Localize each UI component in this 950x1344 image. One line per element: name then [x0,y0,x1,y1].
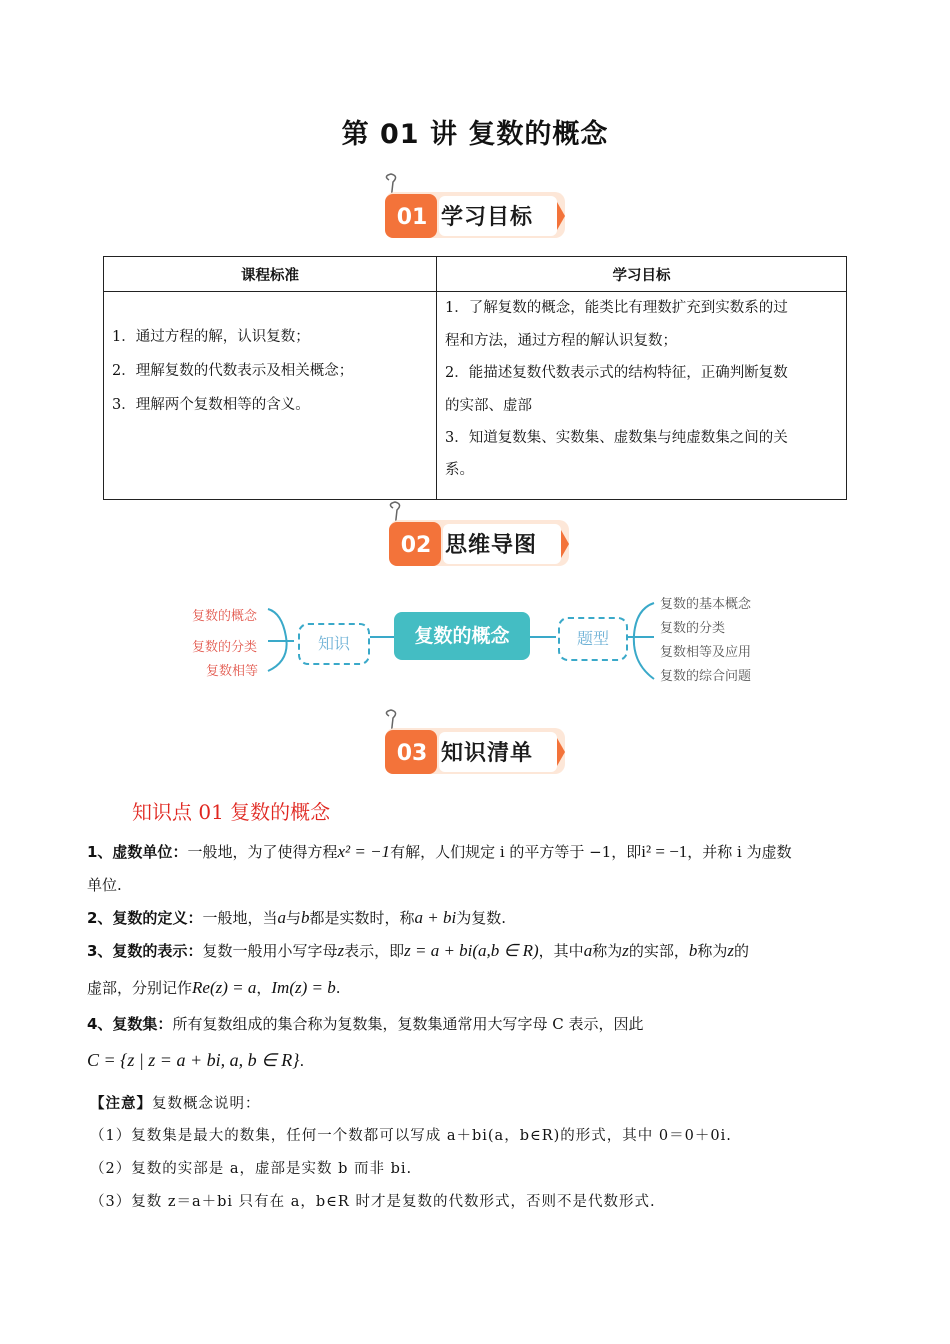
paragraph-complex-set [87,1014,877,1034]
paragraph-imaginary-unit [87,842,877,862]
mindmap-right-item: 复数相等及应用 [660,645,752,660]
badge-number: 01 [396,205,428,230]
equation: z = a + bi(a,b ∈ R) [404,941,539,960]
term-label: 1、虚数单位： [87,843,188,861]
badge-number: 02 [400,533,432,558]
list-item: 3．理解两个复数相等的含义。 [112,397,310,413]
variable: z [622,941,629,960]
text: 为复数. [456,909,506,927]
paragraph-definition [87,908,877,928]
list-item: 系。 [445,461,474,478]
mindmap-right-item: 复数的分类 [660,621,726,636]
text: 一般地，当 [202,909,278,927]
table-header: 学习目标 [437,257,847,292]
mindmap-question-type-box: 题型 [558,617,628,661]
equation: Im(z) = b [271,978,336,997]
text: 称为 [592,942,623,960]
note-item: （1）复数集是最大的数集，任何一个数都可以写成 a＋bi(a，b∈R)的形式，其中 0＝0＋0i. [90,1128,732,1144]
text: ，其中 [538,942,584,960]
variable: z [727,941,734,960]
text: . [299,1052,305,1070]
badge-label: 思维导图 [445,533,538,558]
note-label: 【注意】 [90,1096,152,1112]
text: 的实部， [628,942,689,960]
goals-table [103,256,847,500]
list-item: 程和方法，通过方程的解认识复数； [445,332,677,349]
list-item: 3．知道复数集、实数集、虚数集与纯虚数集之间的关 [445,430,788,446]
mind-map [180,585,780,695]
text: 与 [285,909,301,927]
mindmap-center-node: 复数的概念 [394,612,530,660]
list-item: 2．能描述复数代数表示式的结构特征，正确判断复数 [445,365,788,381]
term-label: 3、复数的表示： [87,942,203,960]
knowledge-point-heading: 知识点 01 复数的概念 [132,800,331,824]
variable: a [583,941,593,960]
badge-label: 知识清单 [441,741,534,766]
text: . [335,979,341,997]
text: 一般地，为了使得方程 [187,843,338,861]
text: 称为 [697,942,728,960]
text: 表示，即 [344,942,405,960]
text: 有解，人们规定 i 的平方等于 −1，即 [390,843,642,861]
badge-number: 03 [396,741,428,766]
text: 都是实数时，称 [309,909,415,927]
equation: a + bi [414,908,457,927]
page-title: 第 01 讲 复数的概念 [341,119,609,150]
list-item: 1．通过方程的解，认识复数； [112,329,310,345]
mindmap-right-item: 复数的基本概念 [660,597,752,612]
note-title: 复数概念说明： [152,1096,261,1112]
equation: Re(z) = a [192,978,257,997]
equation: x² = −1 [337,842,391,861]
list-item: 1．了解复数的概念，能类比有理数扩充到实数系的过 [445,300,788,316]
table-cell-goals [437,292,847,500]
text: ，并称 i 为虚数 [687,843,792,861]
variable: b [688,941,698,960]
paragraph-representation [87,941,877,961]
note-item: （2）复数的实部是 a，虚部是实数 b 而非 bi. [90,1161,413,1177]
text: 所有复数组成的集合称为复数集，复数集通常用大写字母 C 表示，因此 [172,1015,644,1033]
mindmap-right-item: 复数的综合问题 [660,669,752,684]
note-heading [90,1092,261,1113]
list-item: 2．理解复数的代数表示及相关概念； [112,363,354,379]
list-item: 的实部、虚部 [445,397,532,414]
text: 复数一般用小写字母 [202,942,338,960]
text: ， [256,979,272,997]
text: 虚部，分别记作 [87,979,193,997]
variable: b [300,908,310,927]
note-item: （3）复数 z＝a＋bi 只有在 a，b∈R 时才是复数的代数形式，否则不是代数形式. [90,1194,656,1210]
equation: i² = −1 [641,842,688,861]
variable: z [337,941,345,960]
equation: C = {z | z = a + bi, a, b ∈ R} [87,1050,300,1070]
mindmap-left-item: 复数相等 [206,664,259,679]
paragraph-continuation: 单位. [87,876,122,894]
section-badge-03 [381,708,567,780]
paragraph-representation-cont [87,978,877,998]
mindmap-left-item: 复数的分类 [192,640,258,655]
text: 的 [733,942,749,960]
table-cell-standards [104,292,437,500]
section-badge-02 [385,500,571,572]
variable: a [277,908,286,927]
section-badge-01 [381,172,567,244]
mindmap-left-item: 复数的概念 [192,609,258,624]
table-header: 课程标准 [104,257,437,292]
paragraph-set-equation [87,1050,877,1071]
term-label: 4、复数集： [87,1015,173,1033]
term-label: 2、复数的定义： [87,909,203,927]
mindmap-knowledge-box: 知识 [298,623,370,665]
badge-label: 学习目标 [441,205,534,230]
